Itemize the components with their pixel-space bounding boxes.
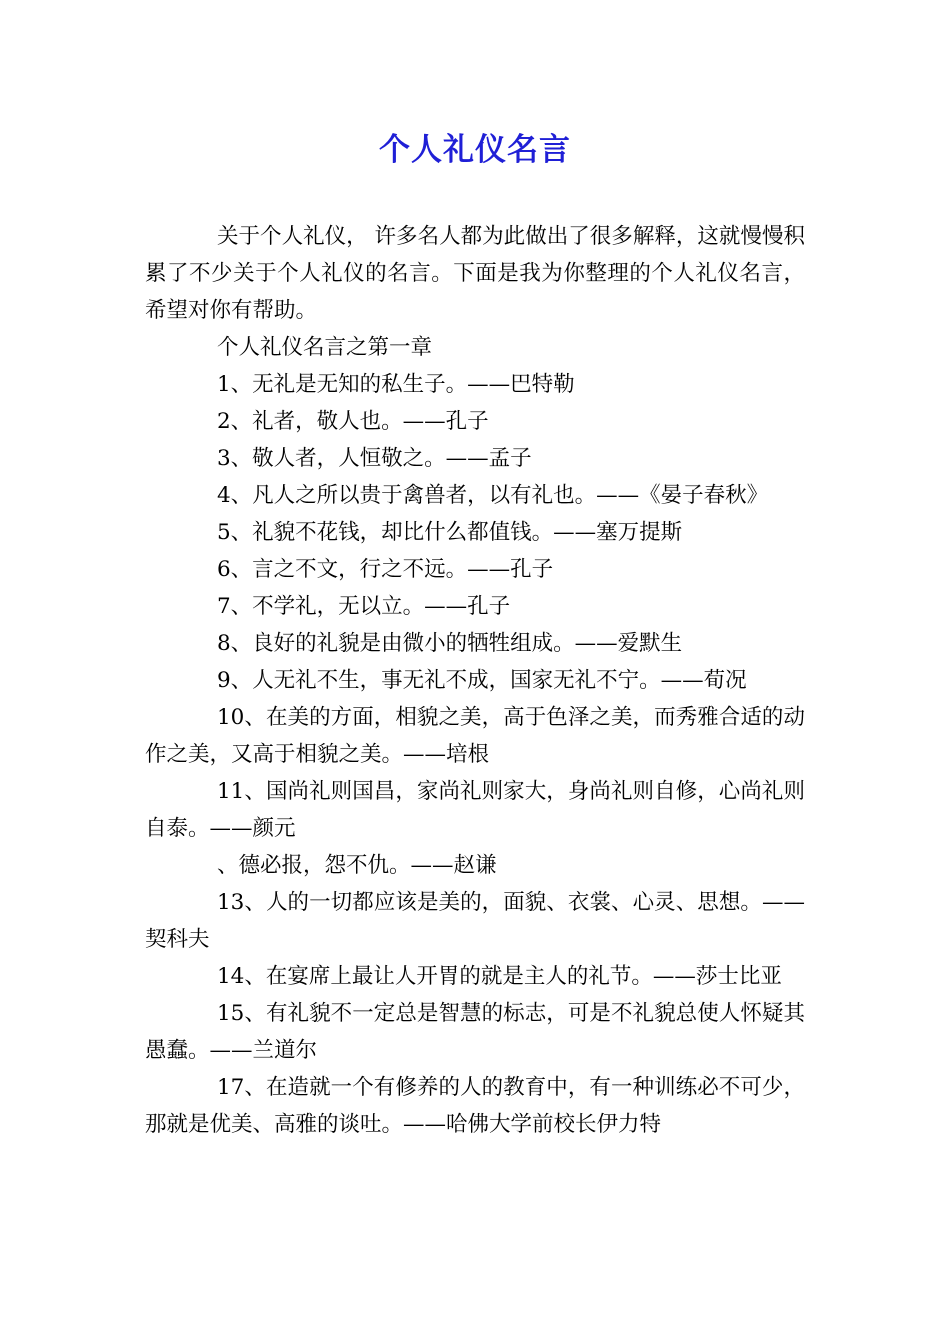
quote-item: 10、在美的方面，相貌之美，高于色泽之美，而秀雅合适的动作之美，又高于相貌之美。——培根 [145, 705, 805, 767]
intro-paragraph: 关于个人礼仪， 许多名人都为此做出了很多解释，这就慢慢积累了不少关于个人礼仪的名言。下面是我为你整理的个人礼仪名言，希望对你有帮助。 [145, 224, 805, 323]
quote-item: 、德必报，怨不仇。——赵谦 [217, 853, 497, 878]
chapter-heading: 个人礼仪名言之第一章 [217, 335, 433, 360]
document-body [145, 218, 805, 1143]
quote-item: 5、礼貌不花钱，却比什么都值钱。——塞万提斯 [217, 520, 683, 545]
quote-item: 1、无礼是无知的私生子。——巴特勒 [217, 372, 575, 397]
document-title: 个人礼仪名言 [379, 132, 571, 168]
quote-item: 14、在宴席上最让人开胃的就是主人的礼节。——莎士比亚 [217, 964, 782, 989]
quote-item: 8、良好的礼貌是由微小的牺牲组成。——爱默生 [217, 631, 683, 656]
quote-item: 7、不学礼，无以立。——孔子 [217, 594, 511, 619]
quote-item: 2、礼者，敬人也。——孔子 [217, 409, 489, 434]
quote-item: 4、凡人之所以贵于禽兽者，以有礼也。——《晏子春秋》 [217, 483, 769, 508]
quote-item: 9、人无礼不生，事无礼不成，国家无礼不宁。——荀况 [217, 668, 747, 693]
quote-item: 11、国尚礼则国昌，家尚礼则家大，身尚礼则自修，心尚礼则自泰。——颜元 [145, 779, 805, 841]
quote-item: 15、有礼貌不一定总是智慧的标志，可是不礼貌总使人怀疑其愚蠢。——兰道尔 [145, 1001, 805, 1063]
quote-item: 3、敬人者，人恒敬之。——孟子 [217, 446, 532, 471]
quote-item: 6、言之不文，行之不远。——孔子 [217, 557, 554, 582]
quote-item: 13、人的一切都应该是美的，面貌、衣裳、心灵、思想。——契科夫 [145, 890, 805, 952]
quote-item: 17、在造就一个有修养的人的教育中，有一种训练必不可少，那就是优美、高雅的谈吐。——哈佛大学前校长伊力特 [145, 1075, 805, 1137]
